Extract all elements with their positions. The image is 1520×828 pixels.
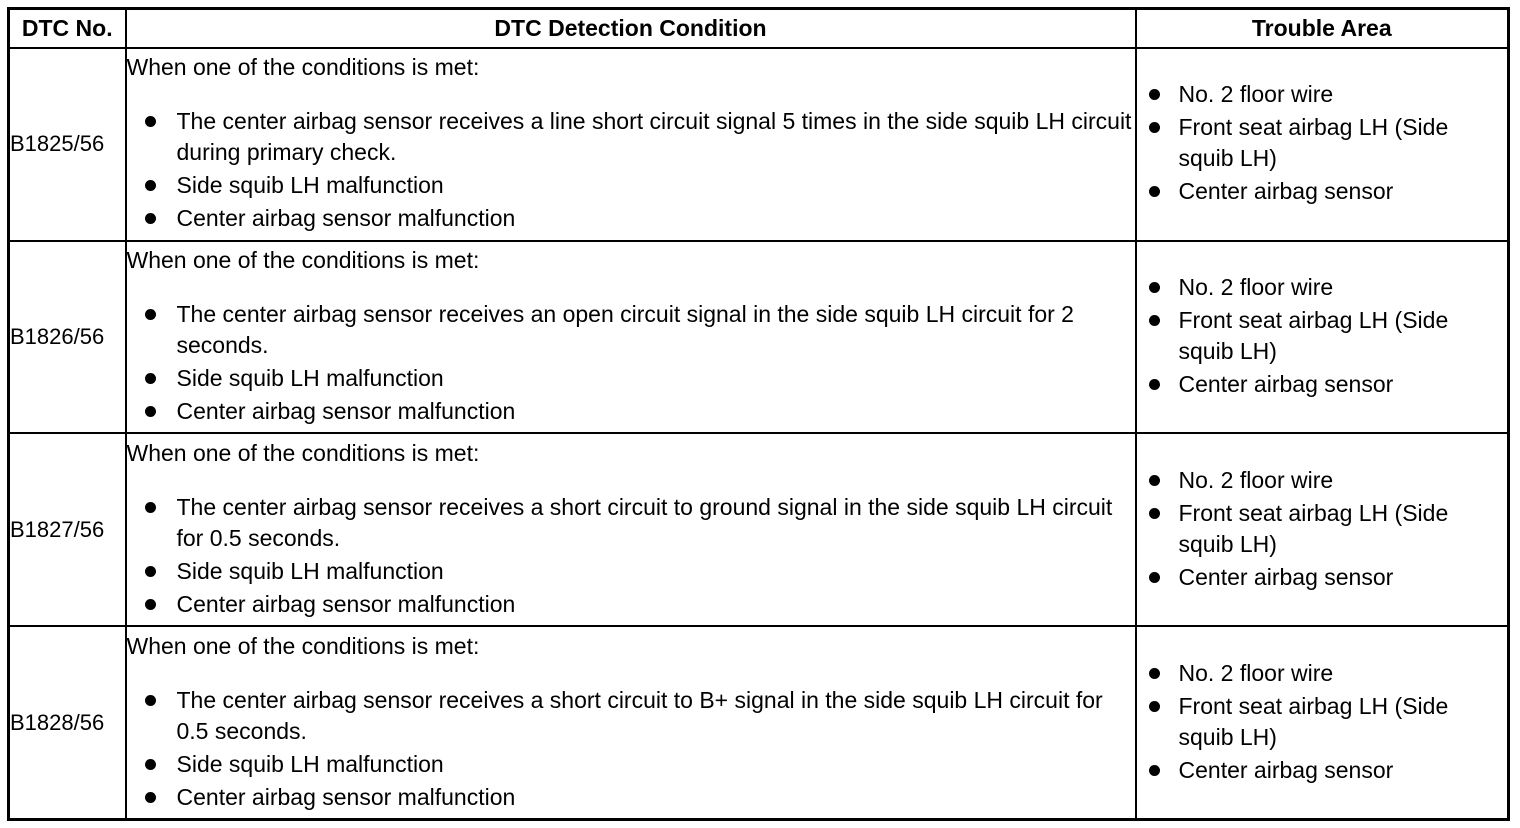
area-text: No. 2 floor wire xyxy=(1178,659,1334,686)
dtc-code: B1827/56 xyxy=(9,433,126,626)
dtc-code: B1828/56 xyxy=(9,626,126,819)
bullet-icon xyxy=(145,502,156,513)
condition-text: Side squib LH malfunction xyxy=(176,557,444,584)
list-item xyxy=(127,556,1135,587)
list-item xyxy=(1137,112,1508,174)
bullet-icon xyxy=(145,599,156,610)
condition-intro: When one of the conditions is met: xyxy=(126,247,480,274)
list-item xyxy=(1137,79,1508,110)
bullet-icon xyxy=(1149,282,1160,293)
area-text: No. 2 floor wire xyxy=(1178,81,1334,108)
bullet-icon xyxy=(145,759,156,770)
detection-condition-cell xyxy=(126,626,1136,819)
list-item xyxy=(127,492,1135,554)
bullet-icon xyxy=(145,406,156,417)
bullet-icon xyxy=(145,566,156,577)
condition-text: Side squib LH malfunction xyxy=(176,172,444,199)
list-item xyxy=(127,396,1135,427)
header-detection-condition: DTC Detection Condition xyxy=(126,9,1136,49)
trouble-area-list xyxy=(1137,79,1508,207)
list-item xyxy=(1137,465,1508,496)
area-text: No. 2 floor wire xyxy=(1178,274,1334,301)
bullet-icon xyxy=(1149,508,1160,519)
condition-intro: When one of the conditions is met: xyxy=(126,54,480,81)
trouble-area-list xyxy=(1137,465,1508,593)
detection-condition-cell xyxy=(126,241,1136,434)
area-text: Front seat airbag LH (Side squib LH) xyxy=(1178,499,1449,557)
trouble-area-cell xyxy=(1136,48,1509,241)
list-item xyxy=(127,749,1135,780)
bullet-icon xyxy=(1149,379,1160,390)
bullet-icon xyxy=(1149,122,1160,133)
dtc-code: B1826/56 xyxy=(9,241,126,434)
bullet-icon xyxy=(145,373,156,384)
bullet-icon xyxy=(145,309,156,320)
bullet-icon xyxy=(145,695,156,706)
area-text: Center airbag sensor xyxy=(1178,178,1394,205)
bullet-icon xyxy=(1149,89,1160,100)
condition-text: Side squib LH malfunction xyxy=(176,365,444,392)
condition-text: The center airbag sensor receives a line short circuit signal 5 times in the side squib LH circuit during primary check. xyxy=(176,108,1132,166)
list-item xyxy=(127,589,1135,620)
detection-condition-cell xyxy=(126,433,1136,626)
bullet-icon xyxy=(1149,701,1160,712)
list-item xyxy=(127,170,1135,201)
list-item xyxy=(1137,272,1508,303)
area-text: No. 2 floor wire xyxy=(1178,466,1334,493)
condition-list xyxy=(127,299,1135,427)
area-text: Center airbag sensor xyxy=(1178,563,1394,590)
bullet-icon xyxy=(1149,475,1160,486)
condition-text: Side squib LH malfunction xyxy=(176,750,444,777)
condition-text: Center airbag sensor malfunction xyxy=(176,205,516,232)
bullet-icon xyxy=(145,116,156,127)
bullet-icon xyxy=(1149,668,1160,679)
list-item xyxy=(1137,498,1508,560)
list-item xyxy=(127,363,1135,394)
area-text: Front seat airbag LH (Side squib LH) xyxy=(1178,114,1449,172)
bullet-icon xyxy=(1149,315,1160,326)
condition-text: The center airbag sensor receives a short circuit to ground signal in the side squib LH circuit for 0.5 seconds. xyxy=(176,493,1113,551)
dtc-code: B1825/56 xyxy=(9,48,126,241)
detection-condition-cell xyxy=(126,48,1136,241)
list-item xyxy=(1137,658,1508,689)
condition-intro: When one of the conditions is met: xyxy=(126,632,480,659)
area-text: Center airbag sensor xyxy=(1178,371,1394,398)
table-row xyxy=(9,626,1509,819)
condition-list xyxy=(127,685,1135,813)
list-item xyxy=(1137,369,1508,400)
condition-text: The center airbag sensor receives an open circuit signal in the side squib LH circuit for 2 seconds. xyxy=(176,301,1074,359)
list-item xyxy=(1137,691,1508,753)
area-text: Center airbag sensor xyxy=(1178,756,1394,783)
bullet-icon xyxy=(1149,186,1160,197)
trouble-area-cell xyxy=(1136,433,1509,626)
list-item xyxy=(1137,305,1508,367)
condition-list xyxy=(127,492,1135,620)
list-item xyxy=(127,782,1135,813)
area-text: Front seat airbag LH (Side squib LH) xyxy=(1178,692,1449,750)
bullet-icon xyxy=(145,792,156,803)
bullet-icon xyxy=(1149,765,1160,776)
table-row xyxy=(9,48,1509,241)
table-row xyxy=(9,241,1509,434)
table-header-row xyxy=(9,9,1509,49)
condition-intro: When one of the conditions is met: xyxy=(126,439,480,466)
area-text: Front seat airbag LH (Side squib LH) xyxy=(1178,307,1449,365)
trouble-area-list xyxy=(1137,658,1508,786)
condition-text: The center airbag sensor receives a short circuit to B+ signal in the side squib LH circuit for 0.5 seconds. xyxy=(176,686,1103,744)
list-item xyxy=(127,685,1135,747)
condition-text: Center airbag sensor malfunction xyxy=(176,590,516,617)
dtc-table xyxy=(7,7,1510,821)
list-item xyxy=(127,299,1135,361)
condition-text: Center airbag sensor malfunction xyxy=(176,398,516,425)
trouble-area-cell xyxy=(1136,626,1509,819)
list-item xyxy=(127,106,1135,168)
list-item xyxy=(127,203,1135,234)
condition-text: Center airbag sensor malfunction xyxy=(176,783,516,810)
bullet-icon xyxy=(145,180,156,191)
header-trouble-area: Trouble Area xyxy=(1136,9,1509,49)
bullet-icon xyxy=(1149,572,1160,583)
trouble-area-cell xyxy=(1136,241,1509,434)
trouble-area-list xyxy=(1137,272,1508,400)
condition-list xyxy=(127,106,1135,234)
header-dtc-no: DTC No. xyxy=(9,9,126,49)
bullet-icon xyxy=(145,213,156,224)
list-item xyxy=(1137,755,1508,786)
table-row xyxy=(9,433,1509,626)
list-item xyxy=(1137,176,1508,207)
list-item xyxy=(1137,562,1508,593)
